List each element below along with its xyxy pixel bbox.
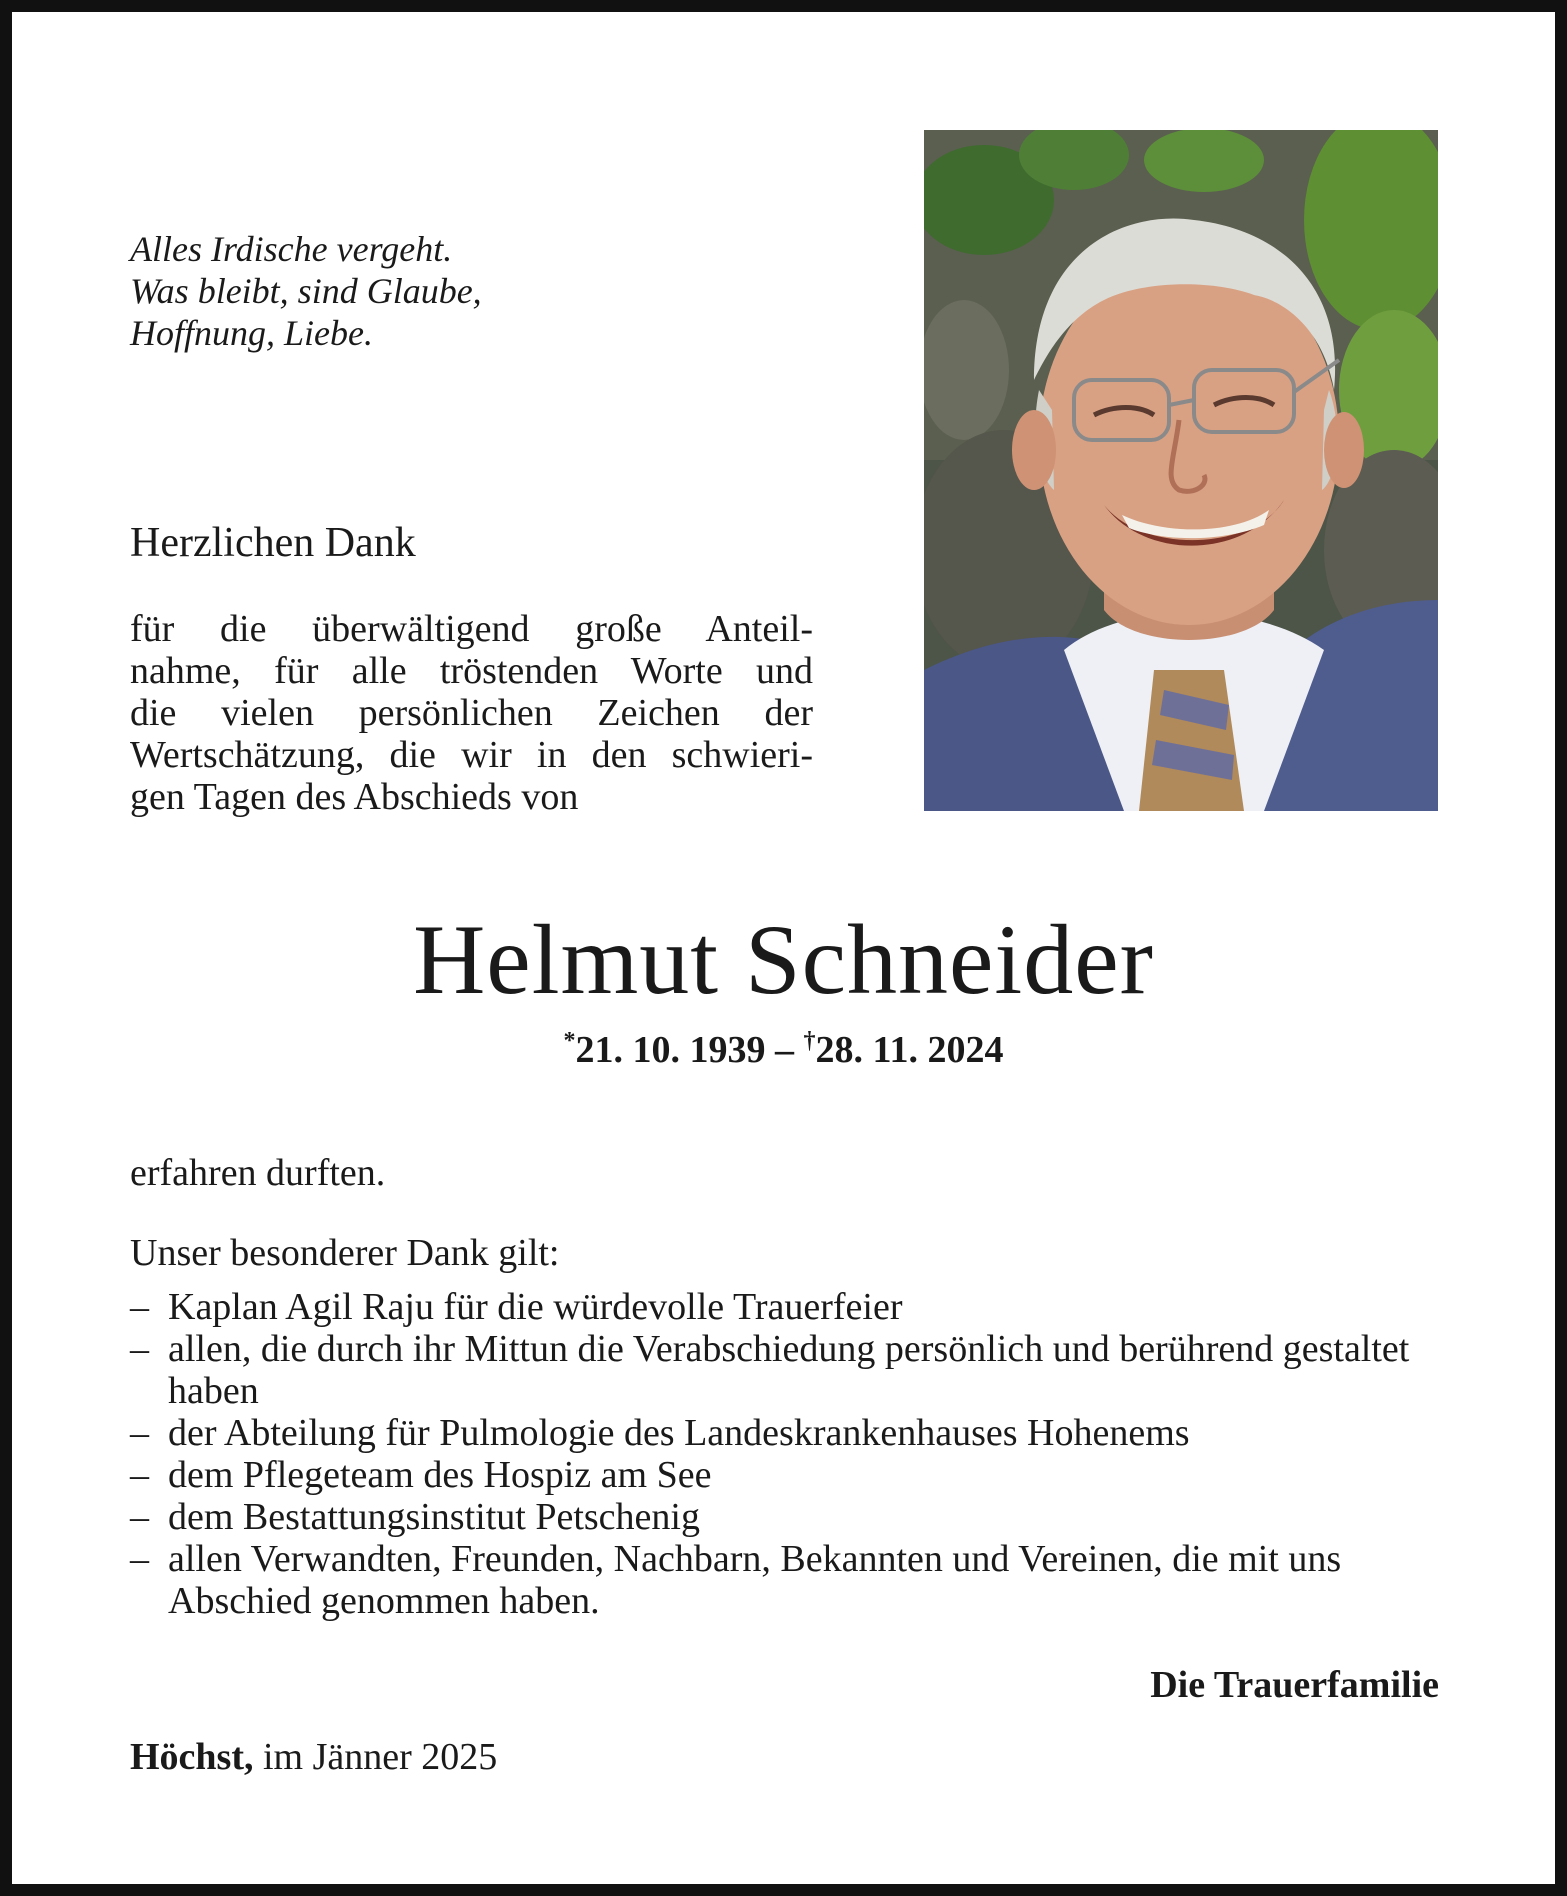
motto-line: Hoffnung, Liebe. [130, 313, 373, 353]
death-symbol: † [803, 1028, 816, 1054]
dash-bullet: – [130, 1538, 149, 1580]
portrait-photo [924, 130, 1438, 811]
intro-line: nahme, für alle tröstenden Worte und [130, 650, 813, 692]
birth-date: 21. 10. 1939 [575, 1029, 766, 1071]
list-item-text: dem Pflegeteam des Hospiz am See [168, 1454, 712, 1496]
intro-line: die vielen persönlichen Zeichen der [130, 692, 813, 734]
list-item [130, 1286, 1440, 1328]
list-item-text: allen Verwandten, Freunden, Nachbarn, Bekannten und Vereinen, die mit uns Abschied genommen haben. [168, 1538, 1342, 1622]
list-item [130, 1496, 1440, 1538]
dash-bullet: – [130, 1496, 149, 1538]
signature: Die Trauerfamilie [1150, 1664, 1439, 1706]
special-thanks-list [130, 1286, 1440, 1622]
birth-symbol: * [563, 1028, 576, 1054]
dash-bullet: – [130, 1454, 149, 1496]
dash-bullet: – [130, 1412, 149, 1454]
place-town: Höchst, [130, 1736, 254, 1778]
motto-line: Alles Irdische vergeht. [130, 229, 453, 269]
leaf-cluster [1144, 130, 1264, 192]
deceased-name: Helmut Schneider [413, 904, 1154, 1015]
intro-paragraph [130, 608, 813, 818]
intro-line: gen Tagen des Abschieds von [130, 776, 579, 818]
list-item-text: allen, die durch ihr Mittun die Verabschiedung persönlich und berührend gestaltet haben [168, 1328, 1410, 1412]
list-item [130, 1412, 1440, 1454]
date-separator: – [765, 1029, 804, 1071]
intro-line: für die überwältigend große Anteil- [130, 608, 813, 650]
list-item [130, 1454, 1440, 1496]
dash-bullet: – [130, 1286, 149, 1328]
dash-bullet: – [130, 1328, 149, 1370]
list-item [130, 1328, 1440, 1412]
thanks-heading: Herzlichen Dank [130, 520, 416, 566]
death-date: 28. 11. 2024 [815, 1029, 1004, 1071]
intro-line: Wertschätzung, die wir in den schwieri- [130, 734, 813, 776]
life-dates [0, 1018, 1567, 1073]
list-item-text: Kaplan Agil Raju für die würdevolle Trauerfeier [168, 1286, 903, 1328]
place-date: im Jänner 2025 [253, 1736, 498, 1778]
motto-quote [130, 228, 482, 354]
motto-line: Was bleibt, sind Glaube, [130, 271, 482, 311]
place-date-line [130, 1734, 497, 1780]
list-item-text: der Abteilung für Pulmologie des Landeskrankenhauses Hohenems [168, 1412, 1190, 1454]
closing-phrase: erfahren durften. [130, 1152, 386, 1194]
list-item-text: dem Bestattungsinstitut Petschenig [168, 1496, 700, 1538]
special-thanks-heading: Unser besonderer Dank gilt: [130, 1232, 560, 1274]
list-item [130, 1538, 1440, 1622]
